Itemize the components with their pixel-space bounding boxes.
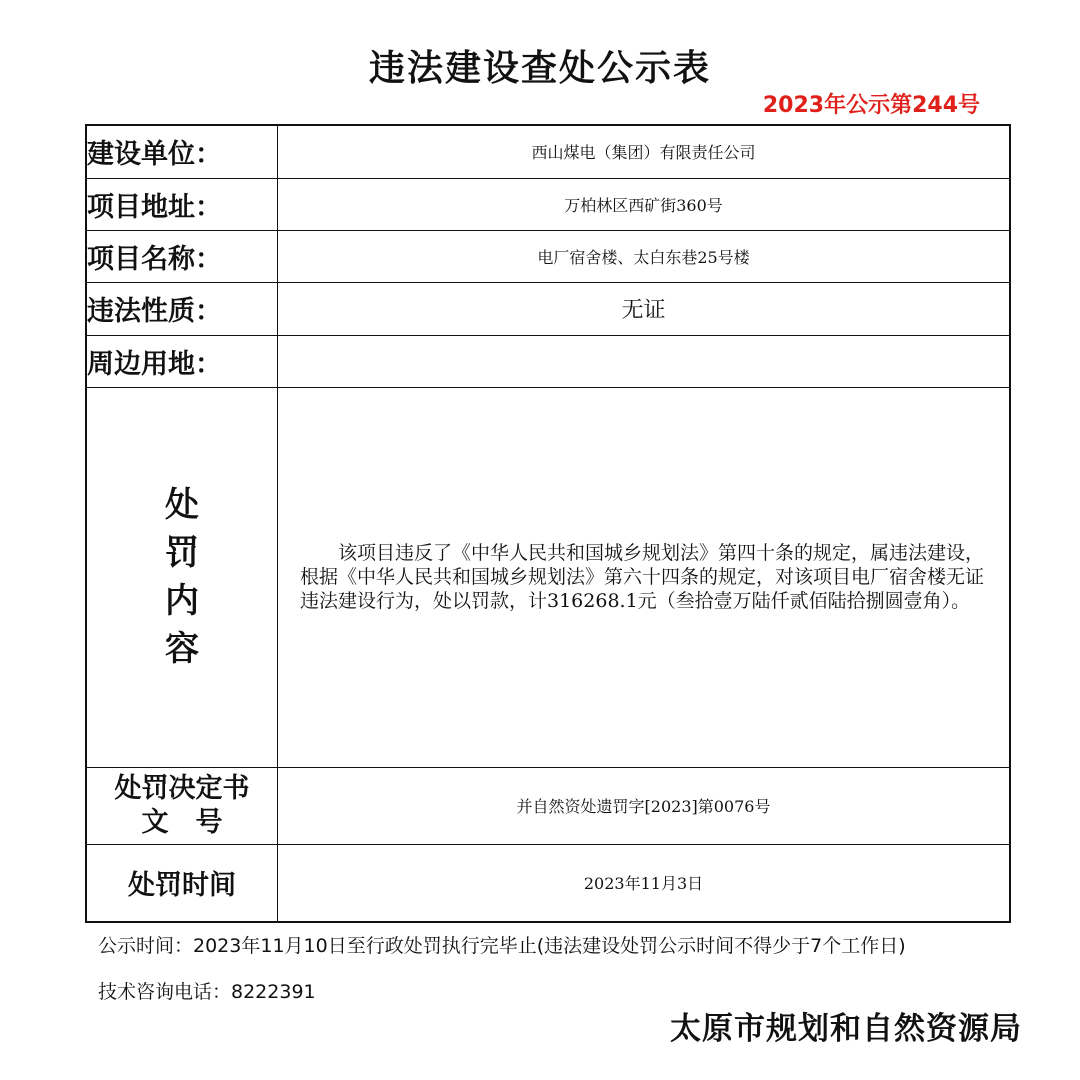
decision-number-label [86,767,278,844]
project-name-value: 电厂宿舍楼、太白东巷25号楼 [278,230,1011,282]
issuing-authority: 太原市规划和自然资源局 [670,1011,1022,1047]
penalty-label-char: 内 [165,581,199,621]
penalty-time-label: 处罚时间 [86,844,278,922]
penalty-label-char: 容 [165,629,199,669]
violation-type-value: 无证 [278,282,1011,335]
table-row [86,844,1010,922]
penalty-label-char: 罚 [165,533,199,573]
penalty-content-label [86,387,278,767]
decision-label-line2: 文 号 [141,806,223,838]
project-name-label: 项目名称： [86,230,278,282]
penalty-time-value: 2023年11月3日 [278,844,1011,922]
table-row [86,387,1010,767]
notice-number: 2023年公示第244号 [762,93,980,118]
address-value: 万柏林区西矿街360号 [278,178,1011,230]
penalty-content-text: 该项目违反了《中华人民共和国城乡规划法》第四十条的规定，属违法建设，根据《中华人民共和国城乡规划法》第六十四条的规定，对该项目电厂宿舍楼无证违法建设行为，处以罚款，计316268.1元（叁拾壹万陆仟贰佰陆拾捌圆壹角）。 [300,542,985,612]
notice-period: 公示时间：2023年11月10日至行政处罚执行完毕止(违法建设处罚公示时间不得少于7个工作日) [98,935,906,957]
penalty-content-cell [278,387,1011,767]
decision-label-line1: 处罚决定书 [114,772,250,804]
contact-phone: 技术咨询电话：8222391 [98,981,316,1003]
table-row [86,282,1010,335]
surrounding-land-label: 周边用地： [86,335,278,387]
violation-type-label: 违法性质： [86,282,278,335]
decision-number-value: 并自然资处遗罚字[2023]第0076号 [278,767,1011,844]
penalty-label-char: 处 [165,485,199,525]
builder-value: 西山煤电（集团）有限责任公司 [278,125,1011,178]
document-title: 违法建设查处公示表 [368,48,711,89]
notice-table [85,124,1011,923]
surrounding-land-value [278,335,1011,387]
builder-label: 建设单位： [86,125,278,178]
table-row [86,767,1010,844]
table-row [86,178,1010,230]
table-row [86,125,1010,178]
table-row [86,335,1010,387]
table-row [86,230,1010,282]
address-label: 项目地址： [86,178,278,230]
